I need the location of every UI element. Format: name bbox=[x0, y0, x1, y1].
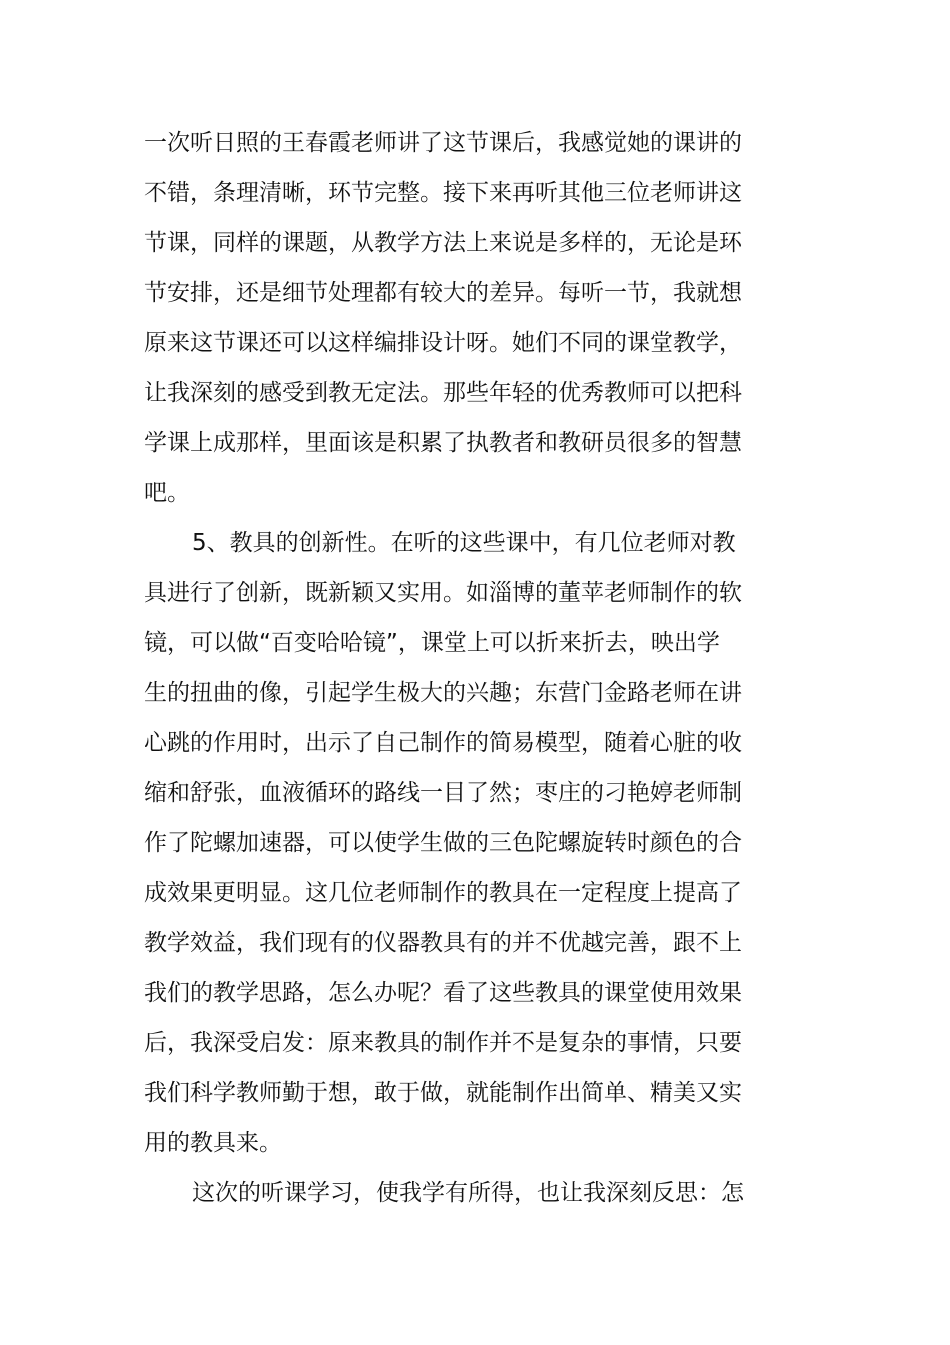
text-line: 我们的教学思路，怎么办呢？看了这些教具的课堂使用效果 bbox=[144, 980, 742, 1006]
text-line: 生的扭曲的像，引起学生极大的兴趣；东营门金路老师在讲 bbox=[144, 680, 742, 706]
text-line: 学课上成那样，里面该是积累了执教者和教研员很多的智慧 bbox=[144, 430, 742, 456]
text-line: 一次听日照的王春霞老师讲了这节课后，我感觉她的课讲的 bbox=[144, 130, 742, 156]
text-line: 后，我深受启发：原来教具的制作并不是复杂的事情，只要 bbox=[144, 1030, 742, 1056]
document-body bbox=[144, 118, 744, 1218]
paragraph-start-line: 这次的听课学习，使我学有所得，也让我深刻反思：怎 bbox=[192, 1180, 744, 1206]
paragraph-start-line: 5、教具的创新性。在听的这些课中，有几位老师对教 bbox=[192, 530, 736, 556]
text-line: 节安排，还是细节处理都有较大的差异。每听一节，我就想 bbox=[144, 280, 742, 306]
text-line: 用的教具来。 bbox=[144, 1130, 282, 1156]
text-line: 心跳的作用时，出示了自己制作的简易模型，随着心脏的收 bbox=[144, 730, 742, 756]
text-line: 让我深刻的感受到教无定法。那些年轻的优秀教师可以把科 bbox=[144, 380, 742, 406]
text-line: 我们科学教师勤于想，敢于做，就能制作出简单、精美又实 bbox=[144, 1080, 742, 1106]
text-line: 缩和舒张，血液循环的路线一目了然；枣庄的刁艳婷老师制 bbox=[144, 780, 742, 806]
text-line: 吧。 bbox=[144, 480, 190, 506]
text-line: 教学效益，我们现有的仪器教具有的并不优越完善，跟不上 bbox=[144, 930, 742, 956]
text-line: 作了陀螺加速器，可以使学生做的三色陀螺旋转时颜色的合 bbox=[144, 830, 742, 856]
text-line: 原来这节课还可以这样编排设计呀。她们不同的课堂教学， bbox=[144, 330, 742, 356]
text-line: 镜，可以做“百变哈哈镜”，课堂上可以折来折去，映出学 bbox=[144, 630, 720, 656]
text-line: 成效果更明显。这几位老师制作的教具在一定程度上提高了 bbox=[144, 880, 742, 906]
text-line: 不错，条理清晰，环节完整。接下来再听其他三位老师讲这 bbox=[144, 180, 742, 206]
text-line: 具进行了创新，既新颖又实用。如淄博的董苹老师制作的软 bbox=[144, 580, 742, 606]
text-line: 节课，同样的课题，从教学方法上来说是多样的，无论是环 bbox=[144, 230, 742, 256]
